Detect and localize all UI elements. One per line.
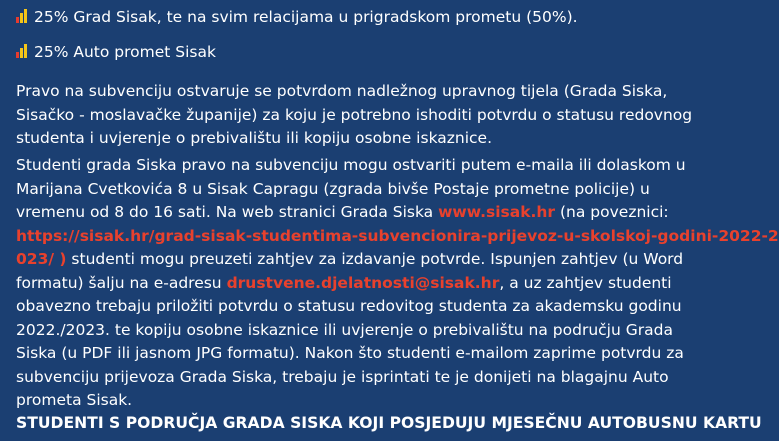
bullet-text: 25% Grad Sisak, te na svim relacijama u prigradskom prometu (50%). [34,8,578,26]
text-segment: vremenu od 8 do 16 sati. Na web stranici Grada Siska [16,203,439,221]
text-line: Sisačko - moslavačke županije) za koju je potrebno ishoditi potvrdu o statusu redovnog [16,105,693,124]
text-line: prometa Sisak. [16,391,133,409]
text-segment: (na poveznici: [555,203,669,221]
text-line [16,248,696,272]
bullet-text: 25% Auto promet Sisak [34,43,216,61]
text-segment: studenti mogu preuzeti zahtjev za izdavanje potvrde. Ispunjen zahtjev (u Word [66,250,684,268]
subsidy-article-link[interactable]: https://sisak.hr/grad-sisak-studentima-subvencionira-prijevoz-u-skolskoj-godini-2022-2 [16,226,779,245]
text-line: studenta i uvjerenje o prebivalištu ili kopiju osobne iskaznice. [16,129,493,147]
bullet-item [16,41,216,65]
paragraph-eligibility [16,80,696,151]
text-line: 2022./2023. te kopiju osobne iskaznice ili uvjerenje o prebivalištu na području Grada [16,320,673,339]
text-line: Pravo na subvenciju ostvaruje se potvrdom nadležnog upravnog tijela (Grada Siska, [16,82,668,100]
text-line [16,201,696,225]
text-line: Studenti grada Siska pravo na subvenciju mogu ostvariti putem e-maila ili dolaskom u [16,156,686,174]
text-line: obavezno trebaju priložiti potvrdu o statusu redovitog studenta za akademsku godinu [16,297,682,315]
text-line: Siska (u PDF ili jasnom JPG formatu). Nakon što studenti e-mailom zaprime potvrdu za [16,344,684,362]
section-heading: STUDENTI S PODRUČJA GRADA SISKA KOJI POSJEDUJU MJESEČNU AUTOBUSNU KARTU [16,414,762,432]
text-line [16,272,696,296]
email-link[interactable]: drustvene.djelatnosti@sisak.hr [226,273,500,292]
sisak-website-link[interactable]: www.sisak.hr [438,203,556,221]
text-line: subvenciju prijevoza Grada Siska, trebaju je isprintati te je donijeti na blagajnu Auto [16,367,669,386]
bar-chart-icon [16,9,28,23]
subsidy-article-link-cont[interactable]: 023/ ) [16,250,67,268]
paragraph-instructions [16,154,779,413]
text-segment: , a uz zahtjev studenti [499,273,672,292]
text-line [16,225,779,249]
text-line: Marijana Cvetkovića 8 u Sisak Capragu (zgrada bivše Postaje prometne policije) u [16,179,650,198]
bullet-item [16,6,578,30]
text-segment: formatu) šalju na e-adresu [16,273,227,292]
bar-chart-icon [16,44,28,58]
